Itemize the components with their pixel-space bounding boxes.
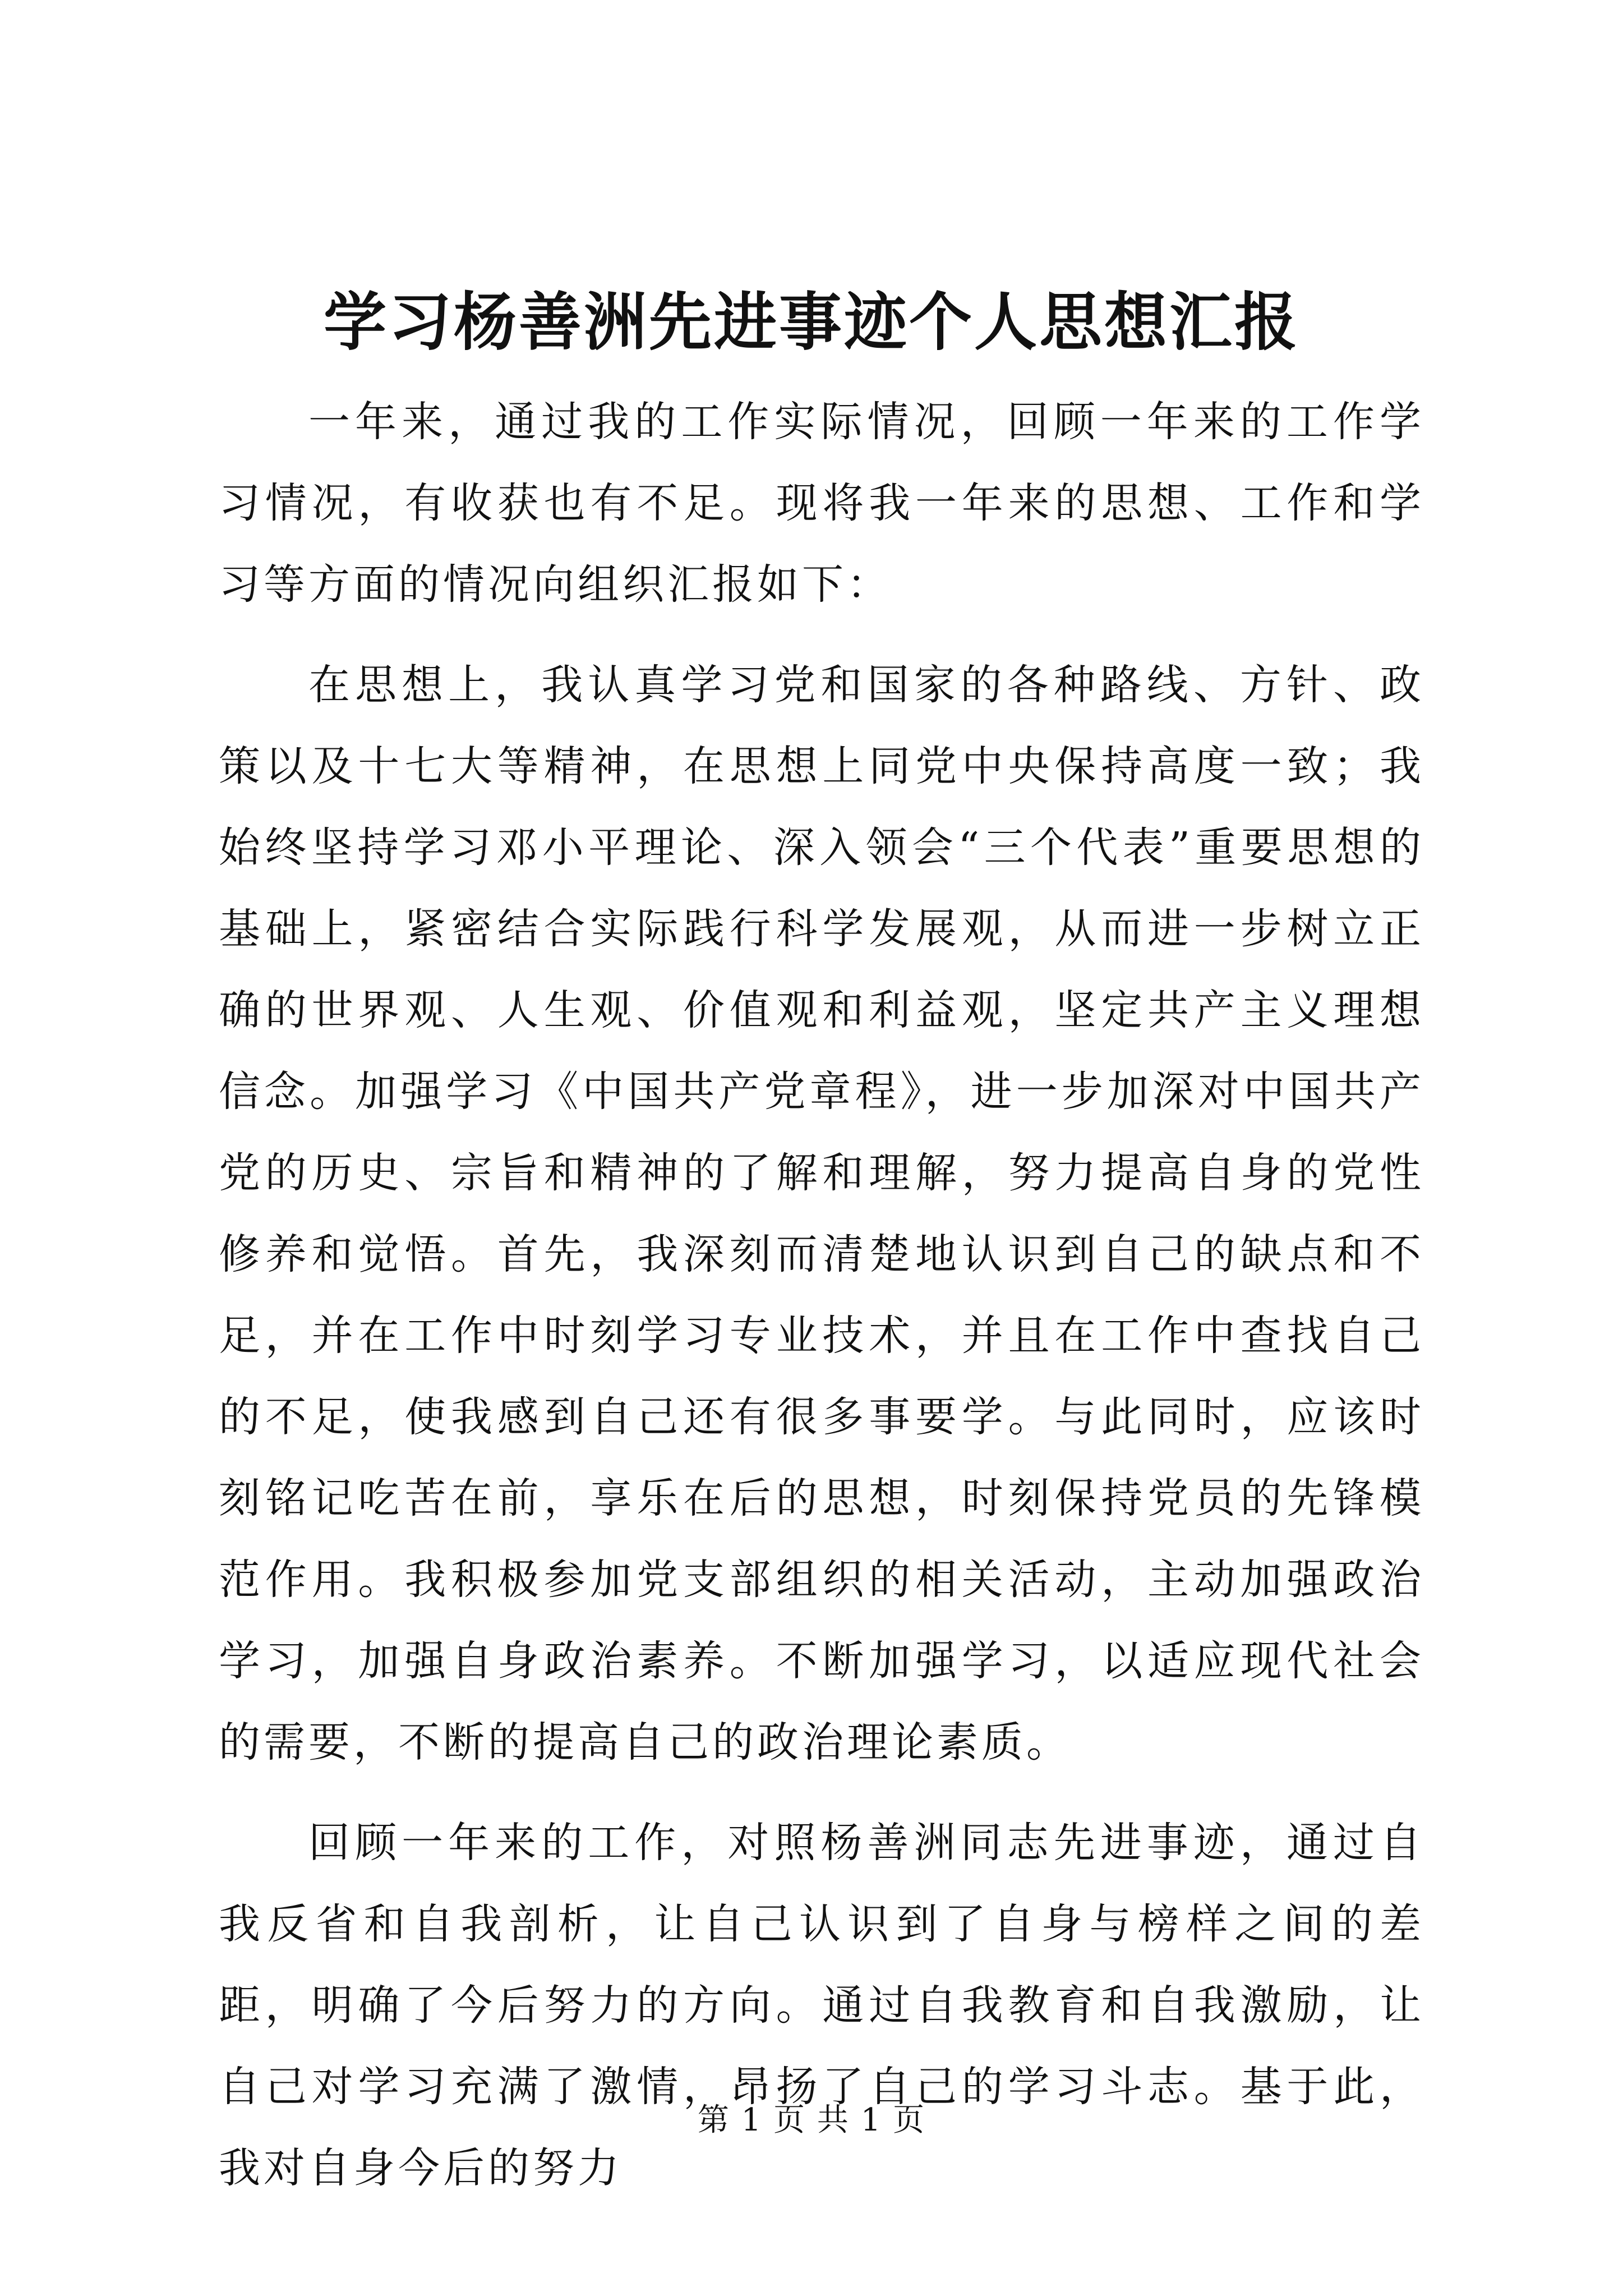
document-body xyxy=(219,381,1424,2228)
document-title: 学习杨善洲先进事迹个人思想汇报 xyxy=(324,286,1299,359)
paragraph-ideology: 在思想上，我认真学习党和国家的各种路线、方针、政策以及十七大等精神，在思想上同党中央保持高度一致；我始终坚持学习邓小平理论、深入领会“三个代表”重要思想的基础上，紧密结合实际践行科学发展观，从而进一步树立正确的世界观、人生观、价值观和利益观，坚定共产主义理想信念。加强学习《中国共产党章程》，进一步加深对中国共产党的历史、宗旨和精神的了解和理解，努力提高自身的党性修养和觉悟。首先，我深刻而清楚地认识到自己的缺点和不足，并在工作中时刻学习专业技术，并且在工作中查找自己的不足，使我感到自己还有很多事要学。与此同时，应该时刻铭记吃苦在前，享乐在后的思想，时刻保持党员的先锋模范作用。我积极参加党支部组织的相关活动，主动加强政治学习，加强自身政治素养。不断加强学习，以适应现代社会的需要，不断的提高自己的政治理论素质。 xyxy=(219,661,1424,1766)
paragraph-intro: 一年来，通过我的工作实际情况，回顾一年来的工作学习情况，有收获也有不足。现将我一年来的思想、工作和学习等方面的情况向组织汇报如下： xyxy=(219,398,1424,609)
page-number-footer: 第 1 页 共 1 页 xyxy=(697,2102,926,2138)
paragraph-review: 回顾一年来的工作，对照杨善洲同志先进事迹，通过自我反省和自我剖析，让自己认识到了自身与榜样之间的差距，明确了今后努力的方向。通过自我教育和自我激励，让自己对学习充满了激情，昂扬了自己的学习斗志。基于此，我对自身今后的努力 xyxy=(219,1819,1424,2192)
